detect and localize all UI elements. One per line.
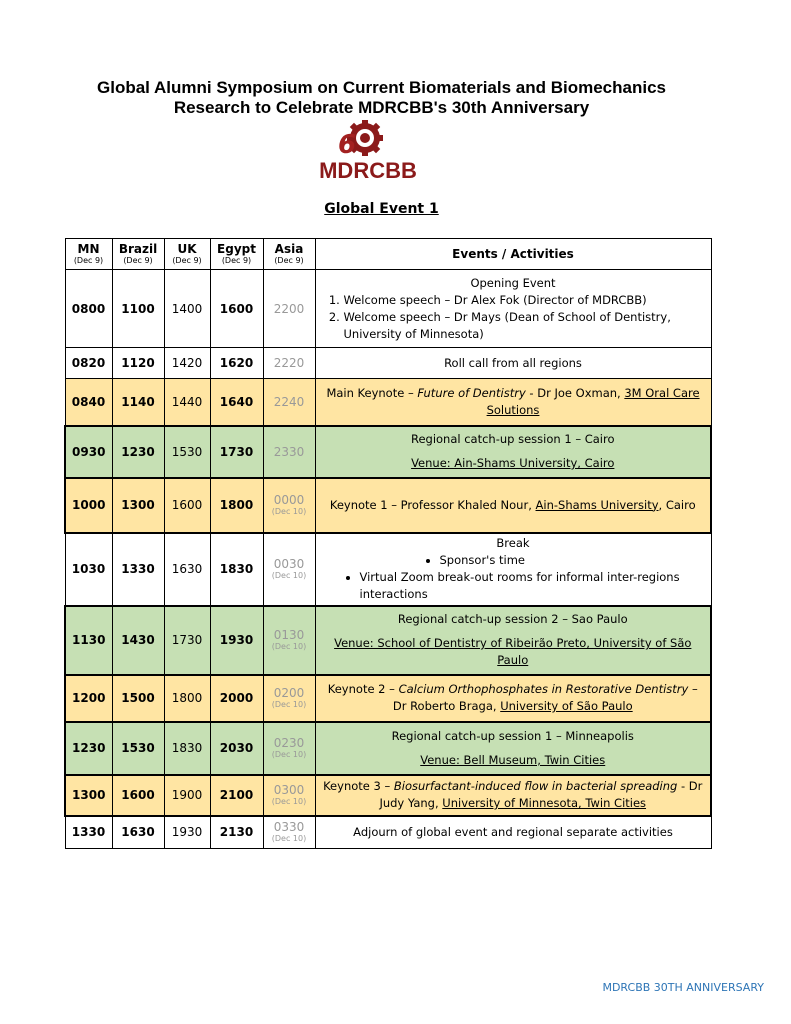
egypt-time: 1640 [210, 379, 263, 426]
event-cell: Keynote 2 – Calcium Orthophosphates in Restorative Dentistry – Dr Roberto Braga, University of São Paulo [315, 675, 711, 722]
mn-time: 1330 [65, 816, 112, 849]
brazil-time: 1530 [112, 722, 164, 775]
title-line-1: Global Alumni Symposium on Current Biomaterials and Biomechanics [97, 78, 666, 97]
mn-time: 0930 [65, 426, 112, 478]
egypt-time: 1830 [210, 533, 263, 606]
event-title-text: Break [496, 536, 530, 550]
uk-time: 1440 [164, 379, 210, 426]
uk-time: 1830 [164, 722, 210, 775]
uk-time: 1400 [164, 270, 210, 348]
brazil-time: 1630 [112, 816, 164, 849]
asia-time: 0130 (Dec 10) [263, 606, 315, 675]
egypt-time: 2100 [210, 775, 263, 816]
table-row [65, 348, 711, 379]
brazil-time: 1300 [112, 478, 164, 533]
egypt-time: 1620 [210, 348, 263, 379]
egypt-time: 1800 [210, 478, 263, 533]
title-line-2: Research to Celebrate MDRCBB's 30th Anniversary [173, 98, 590, 117]
event-cell: Keynote 1 – Professor Khaled Nour, Ain-Shams University, Cairo [315, 478, 711, 533]
uk-time: 1900 [164, 775, 210, 816]
list-item: 2. Welcome speech – Dr Mays (Dean of School of Dentistry, University of Minnesota) [344, 309, 707, 343]
table-row [65, 606, 711, 675]
asia-time: 2330 [263, 426, 315, 478]
asia-time: 2240 [263, 379, 315, 426]
brazil-time: 1500 [112, 675, 164, 722]
list-item: 1. Welcome speech – Dr Alex Fok (Director of MDRCBB) [344, 292, 707, 309]
venue-link[interactable]: Venue: School of Dentistry of Ribeirão Preto, University of São Paulo [334, 636, 692, 667]
uk-time: 1530 [164, 426, 210, 478]
event-link[interactable]: 3M Oral Care Solutions [486, 385, 700, 417]
egypt-time: 1930 [210, 606, 263, 675]
schedule-table [64, 238, 712, 849]
table-row [65, 675, 711, 722]
mn-time: 1200 [65, 675, 112, 722]
egypt-time: 2000 [210, 675, 263, 722]
event-cell: Roll call from all regions [315, 348, 711, 379]
event-cell [315, 722, 711, 775]
header-row [65, 239, 711, 270]
uk-time: 1600 [164, 478, 210, 533]
header-egypt: Egypt (Dec 9) [210, 239, 263, 270]
egypt-time: 2130 [210, 816, 263, 849]
mn-time: 1230 [65, 722, 112, 775]
brazil-time: 1330 [112, 533, 164, 606]
event-cell [315, 270, 711, 348]
mn-time: 1000 [65, 478, 112, 533]
header-asia: Asia (Dec 9) [263, 239, 315, 270]
asia-time: 0330 (Dec 10) [263, 816, 315, 849]
brazil-time: 1100 [112, 270, 164, 348]
header-uk: UK (Dec 9) [164, 239, 210, 270]
event-title-text: Opening Event [470, 275, 556, 290]
brazil-time: 1600 [112, 775, 164, 816]
header-events: Events / Activities [315, 239, 711, 270]
brazil-time: 1140 [112, 379, 164, 426]
event-link[interactable]: University of São Paulo [500, 699, 633, 713]
list-item: • Sponsor's time [440, 552, 707, 569]
event-list [320, 292, 707, 343]
table-row [65, 478, 711, 533]
uk-time: 1630 [164, 533, 210, 606]
table-row [65, 426, 711, 478]
asia-time: 0030 (Dec 10) [263, 533, 315, 606]
mdrcbb-logo [303, 120, 433, 180]
brazil-time: 1430 [112, 606, 164, 675]
asia-time: 0230 (Dec 10) [263, 722, 315, 775]
asia-time: 0200 (Dec 10) [263, 675, 315, 722]
table-row [65, 775, 711, 816]
uk-time: 1730 [164, 606, 210, 675]
event-cell [315, 426, 711, 478]
event-cell: Main Keynote – Future of Dentistry - Dr Joe Oxman, 3M Oral Care Solutions [315, 379, 711, 426]
egypt-time: 1600 [210, 270, 263, 348]
event-cell: Adjourn of global event and regional separate activities [315, 816, 711, 849]
uk-time: 1800 [164, 675, 210, 722]
event-cell [315, 606, 711, 675]
logo-text: MDRCBB [319, 158, 417, 180]
event-link[interactable]: University of Minnesota, Twin Cities [442, 796, 647, 810]
table-row [65, 816, 711, 849]
session-title: Regional catch-up session 2 – Sao Paulo [397, 612, 628, 626]
event-cell [315, 533, 711, 606]
event-cell: Keynote 3 – Biosurfactant-induced flow in bacterial spreading - Dr Judy Yang, University of Minnesota, Twin Cities [315, 775, 711, 816]
mn-time: 0800 [65, 270, 112, 348]
table-row [65, 270, 711, 348]
mn-time: 0840 [65, 379, 112, 426]
brazil-time: 1120 [112, 348, 164, 379]
list-item: • Virtual Zoom break-out rooms for informal inter-regions interactions [360, 569, 707, 603]
asia-time: 2200 [263, 270, 315, 348]
uk-time: 1930 [164, 816, 210, 849]
brazil-time: 1230 [112, 426, 164, 478]
venue-link[interactable]: Venue: Ain-Shams University, Cairo [411, 456, 615, 470]
event-title: Global Event 1 [324, 201, 439, 217]
egypt-time: 1730 [210, 426, 263, 478]
header-brazil: Brazil (Dec 9) [112, 239, 164, 270]
mn-time: 1030 [65, 533, 112, 606]
session-title: Regional catch-up session 1 – Cairo [410, 432, 615, 446]
mn-time: 1300 [65, 775, 112, 816]
table-row [65, 379, 711, 426]
asia-time: 0300 (Dec 10) [263, 775, 315, 816]
venue-link[interactable]: Venue: Bell Museum, Twin Cities [420, 752, 606, 767]
header-mn: MN (Dec 9) [65, 239, 112, 270]
asia-time: 2220 [263, 348, 315, 379]
svg-text:6: 6 [338, 130, 357, 160]
footer-text: MDRCBB 30TH ANNIVERSARY [602, 981, 764, 994]
egypt-time: 2030 [210, 722, 263, 775]
mn-time: 0820 [65, 348, 112, 379]
table-row [65, 533, 711, 606]
asia-time: 0000 (Dec 10) [263, 478, 315, 533]
mn-time: 1130 [65, 606, 112, 675]
table-row [65, 722, 711, 775]
uk-time: 1420 [164, 348, 210, 379]
event-link[interactable]: Ain-Shams University [535, 497, 659, 512]
event-list [320, 552, 707, 603]
session-title: Regional catch-up session 1 – Minneapolis [391, 728, 634, 743]
